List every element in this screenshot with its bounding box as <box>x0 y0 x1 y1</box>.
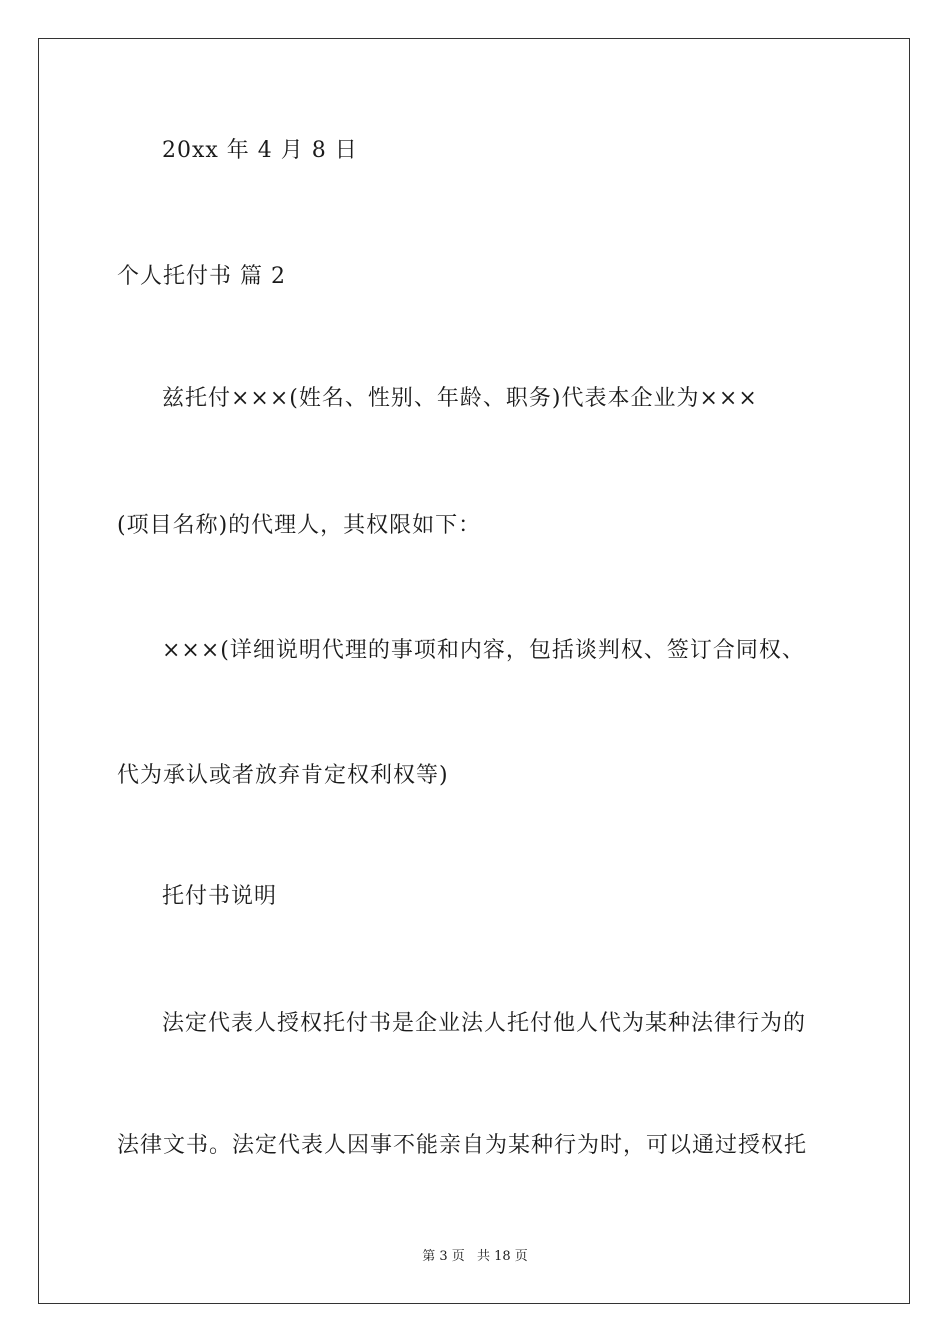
paragraph-line: (项目名称)的代理人，其权限如下： <box>117 513 482 538</box>
page-border <box>38 38 910 1304</box>
page-number: 第 3 页 <box>422 1249 465 1264</box>
subheading: 托付书说明 <box>162 884 278 909</box>
page-footer <box>0 1248 950 1266</box>
paragraph-line: 兹托付×××(姓名、性别、年龄、职务)代表本企业为××× <box>162 386 758 411</box>
paragraph-line: 代为承认或者放弃肯定权利权等) <box>117 763 449 788</box>
paragraph-line: 法律文书。法定代表人因事不能亲自为某种行为时，可以通过授权托 <box>117 1133 808 1158</box>
date-line: 20xx 年 4 月 8 日 <box>162 138 358 163</box>
paragraph-line: ×××(详细说明代理的事项和内容，包括谈判权、签订合同权、 <box>162 638 805 663</box>
page-total: 共 18 页 <box>476 1249 528 1264</box>
paragraph-line: 法定代表人授权托付书是企业法人托付他人代为某种法律行为的 <box>162 1011 807 1036</box>
section-title: 个人托付书 篇 2 <box>117 264 286 289</box>
